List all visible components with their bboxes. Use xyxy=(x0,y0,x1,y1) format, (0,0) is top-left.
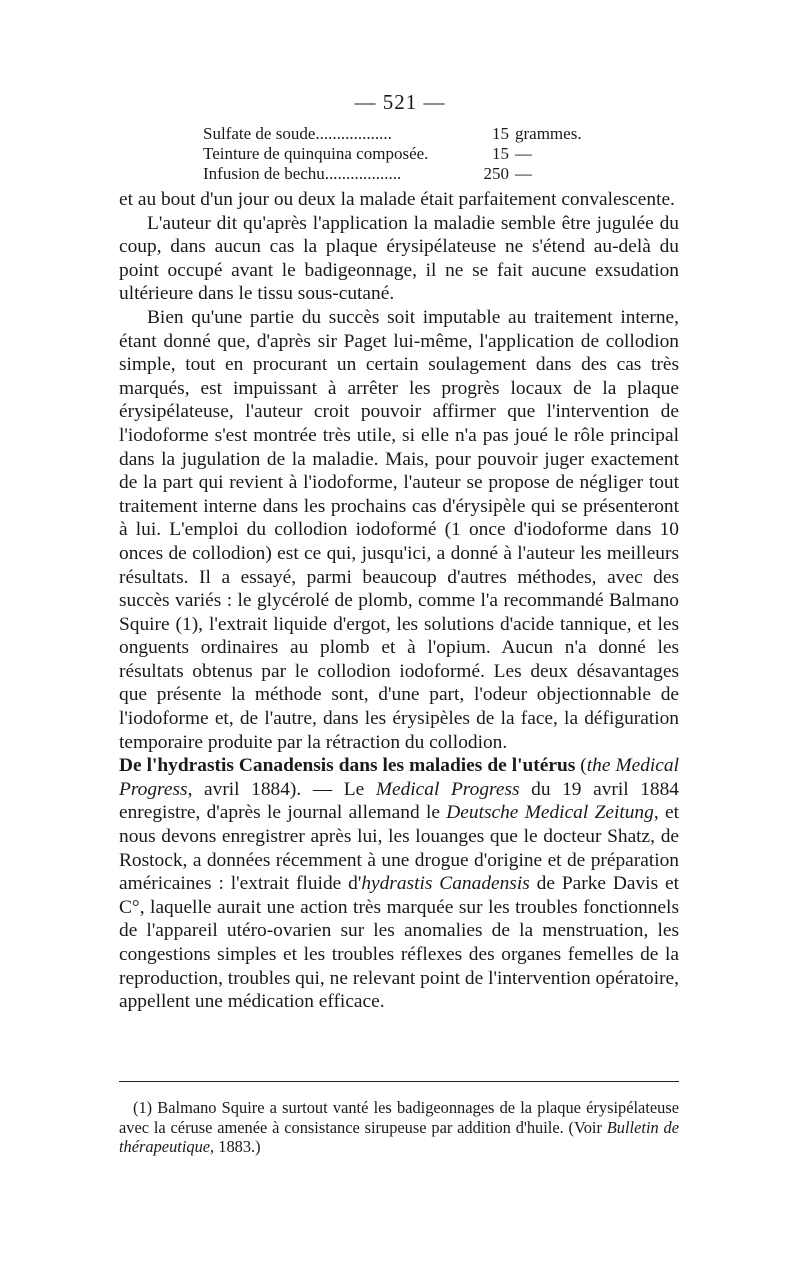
recipe-row xyxy=(203,144,623,164)
footnote-journal: Bulletin de thérapeutique xyxy=(119,1117,680,1156)
recipe-row xyxy=(203,164,623,184)
journal-name: Deutsche Medical Zeitung xyxy=(446,802,654,824)
page-number: — 521 — xyxy=(354,90,446,114)
drug-name: hydrastis Canadensis xyxy=(361,873,530,895)
recipe-ingredient: Sulfate de soude.................. xyxy=(203,124,392,143)
paragraph: Bien qu'une partie du succès soit imputable au traitement interne, étant donné que, d'après sir Paget lui-même, l'application de collodion simple, tout en procurant un certain soulagement dans des cas très marqués, est impuissant à arrêter les progrès locaux de la plaque érysipélateuse, l'auteur croit pouvoir affirmer que l'intervention de l'iodoforme s'est montrée très utile, si elle n'a pas joué le rôle principal dans la jugulation de la maladie. Mais, pour pouvoir juger exactement de la part qui revient à l'iodoforme, l'auteur se propose de négliger tout traitement interne dans les prochains cas d'érysipèle qui se présenteront à lui. L'emploi du collodion iodoformé (1 once d'iodoforme dans 10 onces de collodion) est ce qui, jusqu'ici, a donné à l'auteur les meilleurs résultats. Il a essayé, parmi beaucoup d'autres méthodes, avec des succès variés : le glycérolé de plomb, comme l'a recommandé Balmano Squire (1), l'extrait liquide d'ergot, les solutions d'acide tannique, et les onguents ordinaires au plomb et à l'opium. Aucun n'a donné les résultats obtenus par le collodion iodoformé. Les deux désavantages que présente la méthode sont, d'une part, l'odeur objectionnable de l'iodoforme et, de l'autre, dans les érysipèles de la face, la défiguration temporaire produite par la rétraction du collodion. xyxy=(119,306,679,753)
recipe-quantity: 250 xyxy=(483,164,509,183)
section-title: De l'hydrastis Canadensis dans les maladies de l'utérus xyxy=(119,755,576,777)
source-journal: the Medical Progress xyxy=(119,755,679,800)
paragraph: L'auteur dit qu'après l'application la maladie semble être jugulée du coup, dans aucun cas la plaque érysipélateuse ne s'étend au-delà du point occupé avant le badigeonnage, il ne se fait aucune exsudation ultérieure dans le tissu sous-cutané. xyxy=(119,212,679,305)
journal-name: Medical Progress xyxy=(375,778,520,800)
recipe-row xyxy=(203,124,623,144)
recipe-quantity: 15 xyxy=(492,124,509,143)
body-text xyxy=(119,188,679,1014)
footnote-text-part: , 1883.) xyxy=(210,1137,261,1156)
paragraph: et au bout d'un jour ou deux la malade était parfaitement convalescente. xyxy=(119,189,675,210)
recipe-unit: — xyxy=(515,144,532,163)
footnote-divider xyxy=(119,1081,679,1082)
footnote-text-part: (1) Balmano Squire a surtout vanté les badigeonnages de la plaque érysipélateuse avec la céruse amenée à consistance sirupeuse par addition d'huile. (Voir xyxy=(119,1098,679,1137)
section-paragraph xyxy=(119,754,679,1014)
recipe-ingredient: Infusion de bechu.................. xyxy=(203,164,402,183)
section-text: du 19 avril 1884 enregistre, d'après le journal allemand le xyxy=(119,778,679,824)
section-text: , et nous devons enregistrer après lui, les louanges que le docteur Shatz, de Rostock, a données récemment à une drogue d'origine et de préparation américaines : l'extrait fluide d' xyxy=(119,802,679,895)
section-text: de Parke Davis et C°, laquelle aurait une action très marquée sur les troubles fonctionnels de l'appareil utéro-ovarien sur les anomalies de la menstruation, les congestions simples et les troubles réflexes des organes femelles de la reproduction, troubles qui, ne relevant point de l'intervention opératoire, appellent une médication efficace. xyxy=(119,873,679,1013)
footnote-text xyxy=(119,1098,679,1157)
footnote xyxy=(119,1098,679,1157)
recipe-ingredient: Teinture de quinquina composée. xyxy=(203,144,429,163)
recipe-unit: — xyxy=(515,164,532,183)
source-open: ( xyxy=(580,755,587,777)
source-date: , avril 1884). — Le xyxy=(187,778,376,800)
recipe-quantity: 15 xyxy=(492,144,509,163)
recipe-unit: grammes. xyxy=(515,124,582,143)
recipe-table xyxy=(203,124,623,184)
